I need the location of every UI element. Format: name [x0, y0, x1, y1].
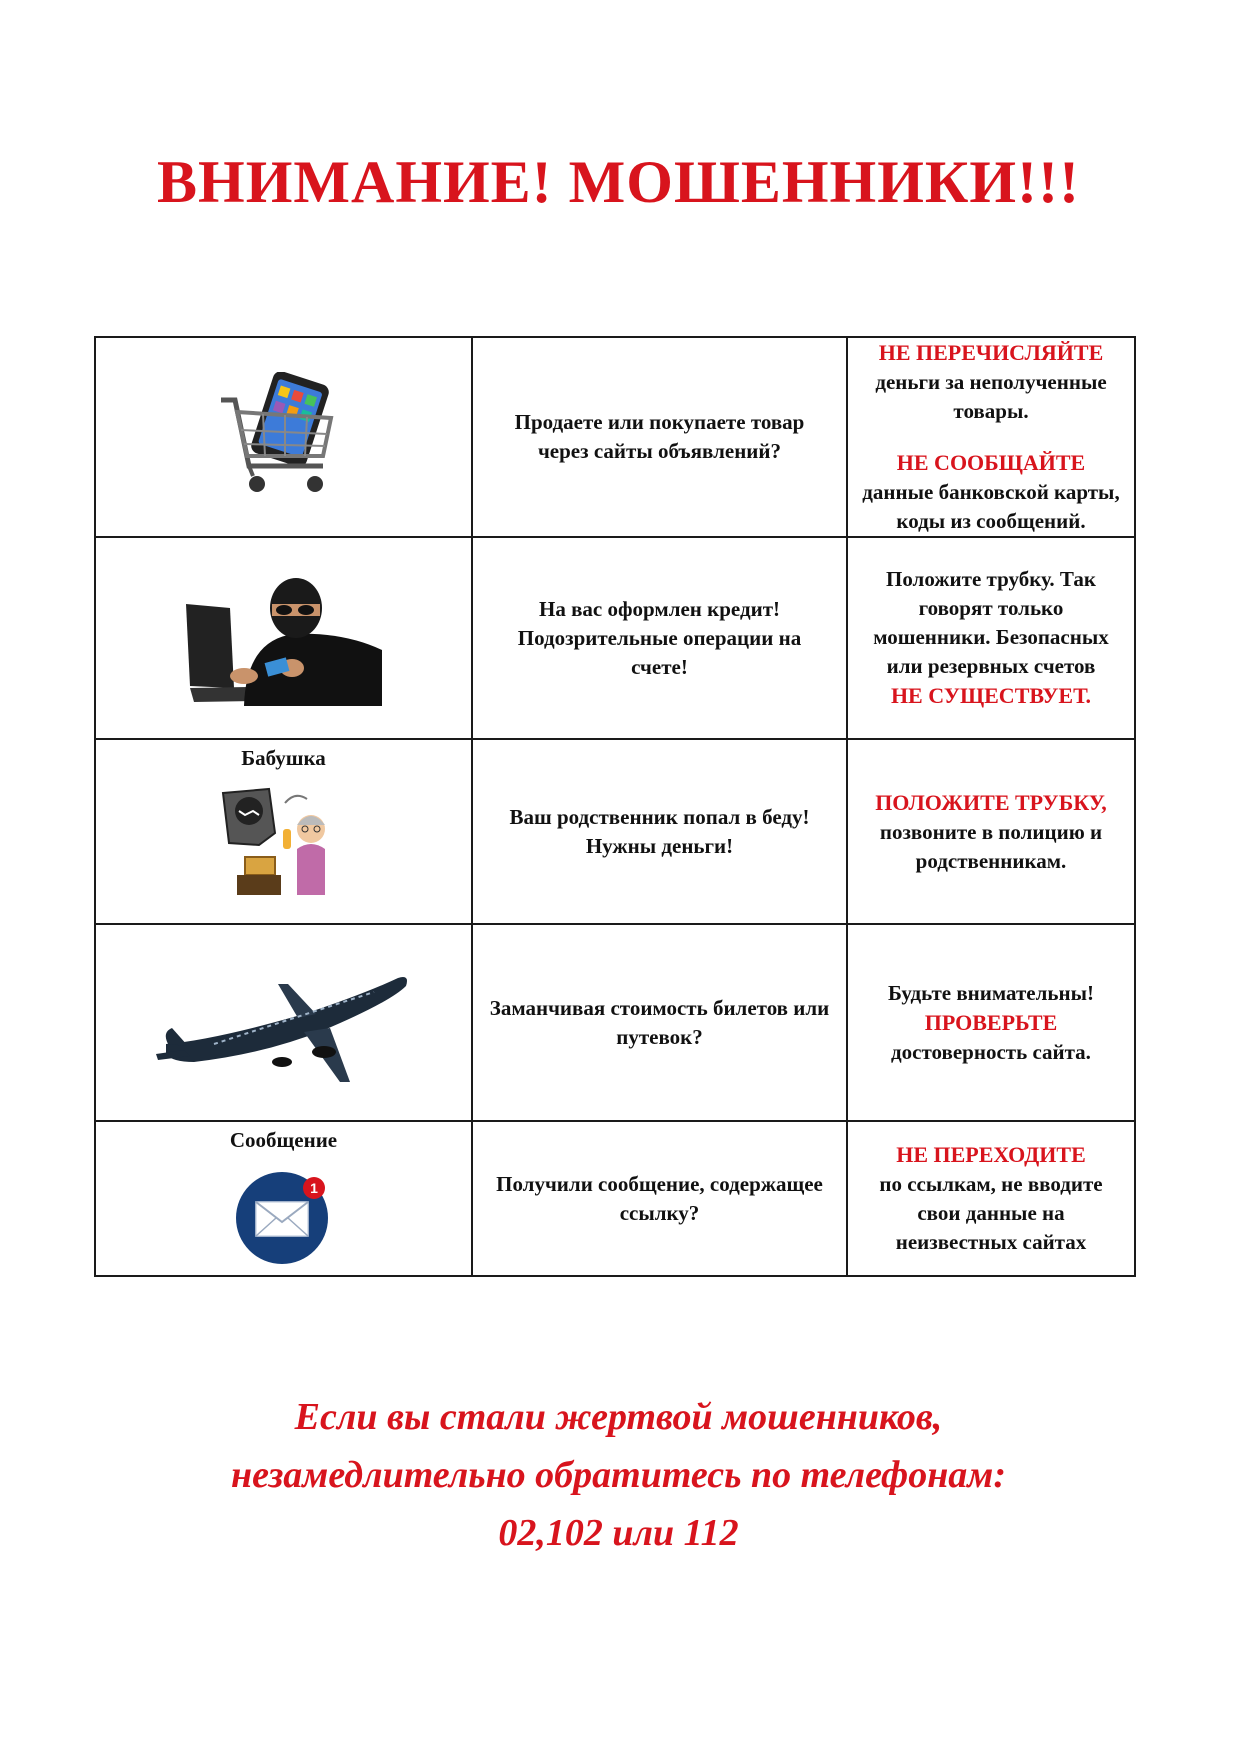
question-cell: Продаете или покупаете товар через сайты объявлений? — [472, 337, 847, 537]
image-cell — [95, 537, 472, 739]
image-cell — [95, 924, 472, 1121]
advice-text: деньги за неполученные товары. — [875, 370, 1107, 423]
image-cell — [95, 739, 472, 924]
page-title: ВНИМАНИЕ! МОШЕННИКИ!!! — [157, 149, 1080, 215]
table-row — [95, 1121, 1135, 1276]
advice-cell — [847, 337, 1135, 537]
image-label: Бабушка — [241, 746, 326, 770]
shopping-cart-with-phone-icon — [219, 372, 349, 502]
advice-warning: НЕ СУЩЕСТВУЕТ. — [890, 683, 1092, 708]
advice-warning: НЕ ПЕРЕХОДИТЕ — [896, 1142, 1086, 1167]
hacker-at-laptop-icon — [184, 570, 384, 706]
advice-warning: ПРОВЕРЬТЕ — [924, 1009, 1058, 1035]
question-cell: Ваш родственник попал в беду! Нужны деньги! — [472, 739, 847, 924]
airplane-icon — [154, 958, 414, 1088]
grandmother-phone-scam-icon — [219, 785, 349, 905]
table-row — [95, 337, 1135, 537]
table-row — [95, 739, 1135, 924]
advice-cell — [847, 1121, 1135, 1276]
fraud-warning-table — [94, 336, 1136, 1277]
question-cell: На вас оформлен кредит! Подозрительные операции на счете! — [472, 537, 847, 739]
question-cell: Заманчивая стоимость билетов или путевок? — [472, 924, 847, 1121]
table-row — [95, 924, 1135, 1121]
footer-line: Если вы стали жертвой мошенников, — [294, 1396, 943, 1438]
advice-text: Положите трубку. Так говорят только мошенники. Безопасных или резервных счетов — [873, 567, 1109, 678]
advice-cell — [847, 924, 1135, 1121]
image-cell — [95, 1121, 472, 1276]
image-cell — [95, 337, 472, 537]
image-label: Сообщение — [229, 1128, 338, 1152]
advice-text: по ссылкам, не вводите свои данные на неизвестных сайтах — [879, 1172, 1103, 1254]
advice-text: достоверность сайта. — [891, 1039, 1091, 1064]
footer-phones: 02,102 или 112 — [498, 1512, 739, 1554]
advice-text: позвоните в полицию и родственникам. — [879, 819, 1103, 873]
footer-contact — [0, 1388, 1237, 1562]
advice-warning: НЕ ПЕРЕЧИСЛЯЙТЕ — [878, 340, 1104, 365]
question-cell: Получили сообщение, содержащее ссылку? — [472, 1121, 847, 1276]
advice-text: данные банковской карты, коды из сообщений. — [862, 480, 1120, 533]
envelope-notification-icon — [234, 1166, 334, 1266]
table-row — [95, 537, 1135, 739]
advice-warning: ПОЛОЖИТЕ ТРУБКУ, — [875, 789, 1107, 815]
advice-cell — [847, 537, 1135, 739]
notification-badge: 1 — [309, 1179, 318, 1196]
advice-text: Будьте внимательны! — [887, 980, 1095, 1005]
advice-warning: НЕ СООБЩАЙТЕ — [896, 450, 1086, 475]
advice-cell — [847, 739, 1135, 924]
footer-line: незамедлительно обратитесь по телефонам: — [231, 1454, 1006, 1496]
